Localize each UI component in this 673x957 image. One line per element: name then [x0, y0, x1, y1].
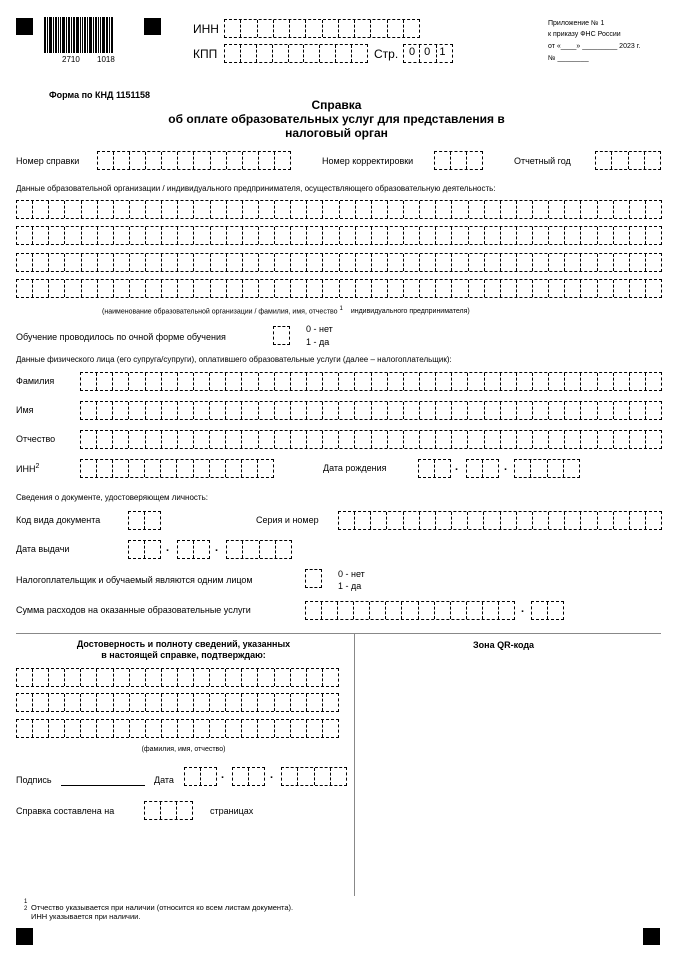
patronymic-label: Отчество [16, 434, 56, 444]
barcode-number-left: 2710 [62, 55, 80, 64]
corner-marker-top-left [16, 18, 33, 35]
appendix-line-1: Приложение № 1 [548, 20, 605, 27]
page-number-value: 0 0 1 [409, 46, 449, 58]
full-time-option-yes: 1 - да [306, 337, 330, 347]
footnote-line-2: ИНН указывается при наличии. [31, 912, 141, 921]
footnote-line-1: Отчество указывается при наличии (относится ко всем листам документа). [31, 903, 294, 912]
issue-date-separator-2: . [215, 542, 219, 554]
confirm-name-row-1[interactable] [16, 668, 339, 687]
series-number-label: Серия и номер [256, 515, 319, 525]
barcode-number-right: 1018 [97, 55, 115, 64]
id-section-label: Сведения о документе, удостоверяющем личность: [16, 493, 208, 502]
expense-sum-rubles-cells[interactable] [305, 601, 515, 620]
doc-code-cells[interactable] [128, 511, 161, 530]
appendix-line-2: к приказу ФНС России [548, 31, 621, 38]
expense-sum-kopecks-cells[interactable] [531, 601, 564, 620]
inn-label [16, 463, 39, 474]
birth-date-separator-2: . [504, 461, 508, 473]
qr-zone-label: Зона QR-кода [473, 640, 535, 650]
inn-header-cells[interactable] [224, 19, 420, 38]
same-person-cell[interactable] [305, 569, 322, 588]
confirm-name-row-2[interactable] [16, 693, 339, 712]
same-person-label: Налогоплательщик и обучаемый являются одним лицом [16, 575, 253, 585]
corner-marker-bottom-right [643, 928, 660, 945]
issue-date-label: Дата выдачи [16, 544, 70, 554]
pages-prefix-label: Справка составлена на [16, 806, 115, 816]
confirm-name-row-3[interactable] [16, 719, 339, 738]
org-section-label: Данные образовательной организации / индивидуального предпринимателя, осуществляющего образовательную деятельность: [16, 184, 496, 193]
corner-marker-bottom-left [16, 928, 33, 945]
issue-year-cells[interactable] [226, 540, 292, 559]
appendix-line-4: № ________ [548, 55, 589, 62]
knd-code: Форма по КНД 1151158 [49, 90, 150, 100]
patronymic-cells[interactable] [80, 430, 662, 449]
birth-day-cells[interactable] [418, 459, 451, 478]
pages-suffix-label: страницах [210, 806, 254, 816]
org-caption-footnote-ref: 1 [339, 306, 343, 312]
correction-number-label: Номер корректировки [322, 156, 414, 166]
cert-number-cells[interactable] [97, 151, 291, 170]
expense-sum-separator: . [521, 603, 525, 615]
full-time-option-no: 0 - нет [306, 324, 333, 334]
signature-label: Подпись [16, 775, 52, 785]
payer-inn-cells[interactable] [80, 459, 274, 478]
birth-month-cells[interactable] [466, 459, 499, 478]
vertical-divider [354, 633, 355, 896]
doc-code-label: Код вида документа [16, 515, 101, 525]
same-person-option-yes: 1 - да [338, 581, 362, 591]
footnote-number-2: 2 [24, 906, 28, 912]
pages-count-cells[interactable] [144, 801, 193, 820]
cert-number-label: Номер справки [16, 156, 80, 166]
issue-month-cells[interactable] [177, 540, 210, 559]
payer-section-label: Данные физического лица (его супруга/супруги), оплатившего образовательные услуги (далее – налогоплательщик): [16, 355, 452, 364]
birth-date-label: Дата рождения [323, 463, 387, 473]
full-time-label: Обучение проводилось по очной форме обучения [16, 332, 226, 342]
confirm-month-cells[interactable] [232, 767, 265, 786]
confirm-date-separator-1: . [221, 769, 225, 781]
org-caption-end: индивидуального предпринимателя) [350, 308, 470, 316]
inn-label-text: ИНН [16, 464, 36, 474]
form-title-line-1: Справка [311, 98, 362, 112]
section-divider [16, 633, 661, 634]
correction-number-cells[interactable] [434, 151, 483, 170]
birth-date-separator-1: . [455, 461, 459, 473]
org-caption-text: (наименование образовательной организации / фамилия, имя, отчество [102, 308, 338, 316]
confirm-caption: (фамилия, имя, отчество) [141, 746, 226, 753]
full-time-cell[interactable] [273, 326, 290, 345]
org-caption [102, 306, 470, 315]
signature-line[interactable] [61, 771, 145, 786]
series-number-cells[interactable] [338, 511, 662, 530]
confirm-year-cells[interactable] [281, 767, 347, 786]
issue-date-separator-1: . [166, 542, 170, 554]
confirm-heading-line-1: Достоверность и полноту сведений, указанных [76, 639, 291, 649]
form-title-line-3: налоговый орган [285, 126, 388, 140]
inn-footnote-ref: 2 [35, 463, 40, 470]
org-name-row-2[interactable] [16, 226, 662, 245]
confirm-day-cells[interactable] [184, 767, 217, 786]
name-label: Имя [16, 405, 34, 415]
confirm-date-separator-2: . [270, 769, 274, 781]
form-title-line-2: об оплате образовательных услуг для представления в [168, 112, 505, 126]
birth-year-cells[interactable] [514, 459, 580, 478]
footnote-number-1: 1 [24, 899, 28, 905]
name-cells[interactable] [80, 401, 662, 420]
appendix-line-3: от «____» _________ 2023 г. [548, 43, 641, 50]
surname-label: Фамилия [16, 376, 55, 386]
corner-marker-top-right [144, 18, 161, 35]
inn-header-label: ИНН [193, 22, 219, 36]
report-year-label: Отчетный год [514, 156, 571, 166]
expense-sum-label: Сумма расходов на оказанные образовательные услуги [16, 605, 251, 615]
same-person-option-no: 0 - нет [338, 569, 365, 579]
issue-day-cells[interactable] [128, 540, 161, 559]
page-label: Стр. [374, 47, 399, 61]
report-year-cells[interactable] [595, 151, 661, 170]
kpp-header-label: КПП [193, 47, 218, 61]
org-name-row-3[interactable] [16, 253, 662, 272]
confirm-date-label: Дата [154, 775, 174, 785]
org-name-row-4[interactable] [16, 279, 662, 298]
barcode [44, 17, 114, 53]
kpp-header-cells[interactable] [224, 44, 368, 63]
surname-cells[interactable] [80, 372, 662, 391]
org-name-row-1[interactable] [16, 200, 662, 219]
confirm-heading-line-2: в настоящей справке, подтверждаю: [101, 650, 266, 660]
